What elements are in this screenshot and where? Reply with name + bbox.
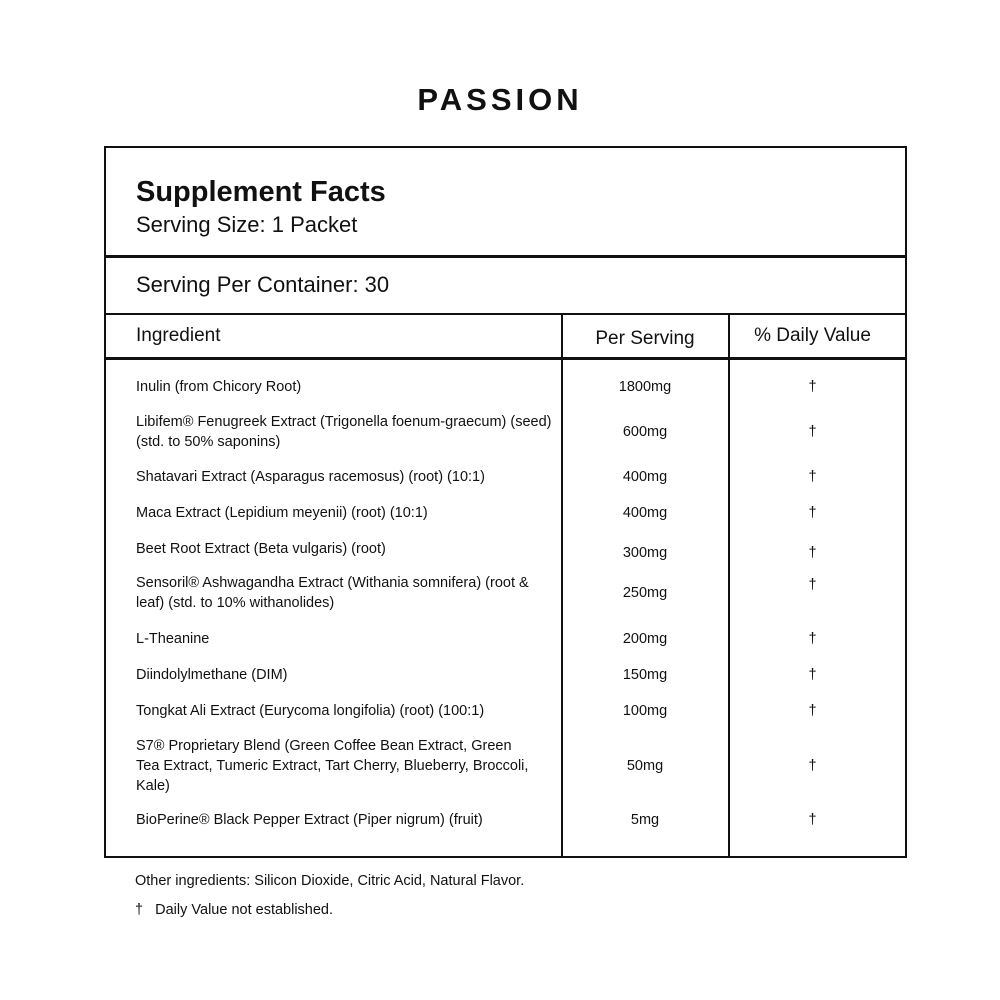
serving-size: Serving Size: 1 Packet [136, 212, 358, 237]
daily-value: † [808, 379, 817, 395]
amount-per-serving: 5mg [630, 812, 660, 828]
daily-value-column-header: % Daily Value [754, 325, 871, 346]
panel-title: Supplement Facts [136, 176, 386, 208]
daily-value: † [808, 812, 817, 828]
amount-per-serving: 250mg [622, 585, 668, 601]
per-serving-column-header: Per Serving [595, 328, 695, 349]
header-divider [106, 357, 905, 360]
daily-value: † [808, 667, 817, 683]
amount-per-serving: 600mg [622, 424, 668, 440]
title-block [106, 148, 905, 258]
daily-value: † [808, 545, 817, 561]
daily-value: † [808, 577, 817, 593]
amount-per-serving: 400mg [622, 469, 668, 485]
ingredient-name: Maca Extract (Lepidium meyenii) (root) (10:1) [136, 505, 428, 521]
daily-value: † [808, 758, 817, 774]
amount-per-serving: 50mg [626, 758, 664, 774]
servings-block [106, 258, 905, 315]
ingredient-name: Shatavari Extract (Asparagus racemosus) (root) (10:1) [136, 469, 485, 485]
ingredient-name: Inulin (from Chicory Root) [136, 379, 302, 395]
amount-per-serving: 100mg [622, 703, 668, 719]
amount-per-serving: 1800mg [618, 379, 672, 395]
ingredient-name: BioPerine® Black Pepper Extract (Piper nigrum) (fruit) [136, 812, 483, 828]
amount-per-serving: 400mg [622, 505, 668, 521]
ingredient-column-header: Ingredient [136, 325, 221, 346]
daily-value: † [808, 703, 817, 719]
ingredient-name: S7® Proprietary Blend (Green Coffee Bean Extract, Green Tea Extract, Tumeric Extract, Tart Cherry, Blueberry, Broccoli, Kale) [136, 738, 529, 794]
ingredient-name: Diindolylmethane (DIM) [136, 667, 288, 683]
ingredient-name: Tongkat Ali Extract (Eurycoma longifolia) (root) (100:1) [136, 703, 485, 719]
daily-value: † [808, 505, 817, 521]
brand-logo: PASSION [417, 82, 583, 117]
daily-value: † [808, 424, 817, 440]
daily-value: † [808, 631, 817, 647]
ingredient-name: L-Theanine [136, 631, 210, 647]
amount-per-serving: 200mg [622, 631, 668, 647]
ingredient-name: Sensoril® Ashwagandha Extract (Withania somnifera) (root & leaf) (std. to 10% withanolides) [136, 575, 529, 611]
amount-per-serving: 300mg [622, 545, 668, 561]
ingredient-name: Beet Root Extract (Beta vulgaris) (root) [136, 541, 386, 557]
ingredient-name: Libifem® Fenugreek Extract (Trigonella foenum-graecum) (seed) (std. to 50% saponins) [136, 414, 552, 450]
amount-per-serving: 150mg [622, 667, 668, 683]
servings-per-container: Serving Per Container: 30 [136, 272, 390, 297]
daily-value: † [808, 469, 817, 485]
other-ingredients: Other ingredients: Silicon Dioxide, Citric Acid, Natural Flavor. [135, 873, 525, 889]
supplement-facts-panel [104, 146, 907, 858]
dagger-footnote: † Daily Value not established. [135, 902, 334, 918]
